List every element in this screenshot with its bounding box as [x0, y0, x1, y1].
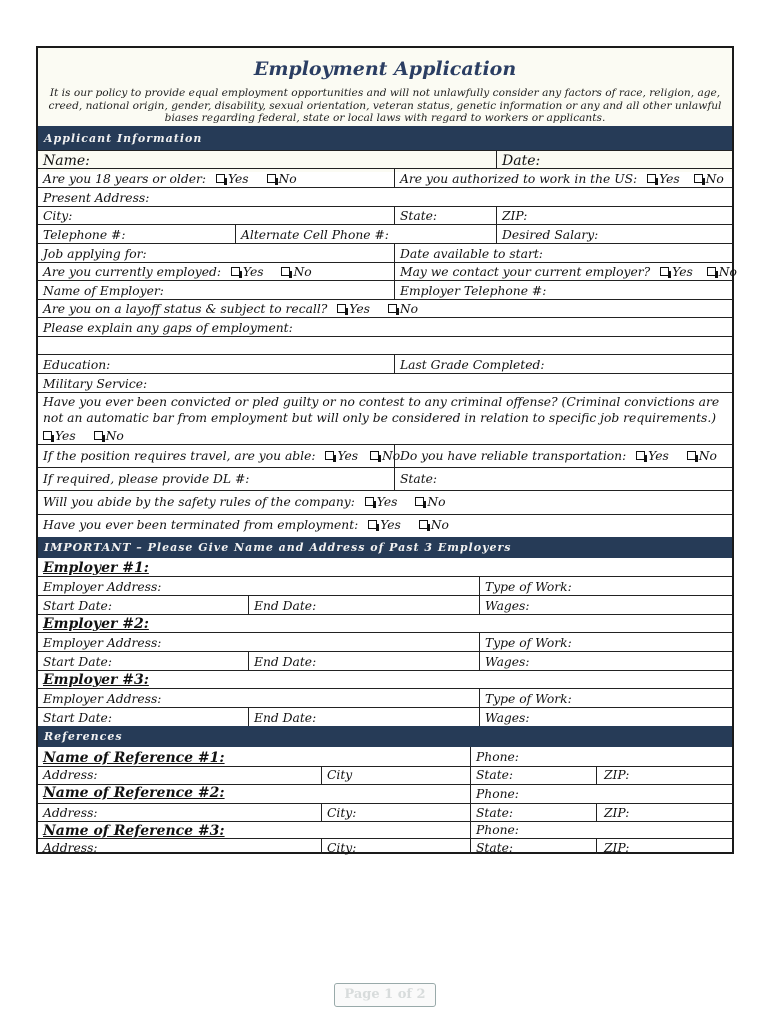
alternate-cell-label: Alternate Cell Phone #:	[241, 228, 389, 242]
name-field-label: Name:	[43, 153, 90, 169]
employer-2-start-date-label: Start Date:	[43, 655, 112, 669]
conviction-question: Have you ever been convicted or pled guilty or no contest to any criminal offense? (Criminal convictions are not an automatic bar from employment but will only be considered in relation to specific job requirements.)	[43, 395, 720, 425]
zip-label: ZIP:	[502, 209, 528, 223]
job-applying-label: Job applying for:	[43, 247, 147, 261]
reference-2-city-label: City:	[327, 806, 357, 820]
terminated-question: Have you ever been terminated from employment: Yes No	[43, 518, 449, 532]
age18-yes-checkbox[interactable]	[216, 174, 225, 183]
transport-yes-checkbox[interactable]	[636, 451, 645, 460]
form-header	[38, 48, 732, 172]
last-grade-label: Last Grade Completed:	[400, 358, 545, 372]
transport-no-checkbox[interactable]	[687, 451, 696, 460]
reference-3-state-label: State:	[476, 841, 514, 855]
age18-no-checkbox[interactable]	[267, 174, 276, 183]
contact-employer-question: May we contact your current employer? Yes No	[400, 265, 737, 279]
layoff-question: Are you on a layoff status & subject to recall? Yes No	[43, 302, 419, 316]
employer-1-end-date-label: End Date:	[254, 599, 317, 613]
form-title: Employment Application	[253, 58, 517, 80]
employer-telephone-label: Employer Telephone #:	[400, 284, 547, 298]
employer-2-end-date-label: End Date:	[254, 655, 317, 669]
section-bar-employers	[38, 537, 732, 558]
employer-3-start-date-label: Start Date:	[43, 711, 112, 725]
employer-2-work-type-label: Type of Work:	[485, 636, 572, 650]
employer-3-wages-label: Wages:	[485, 711, 530, 725]
employment-gaps-label: Please explain any gaps of employment:	[43, 321, 293, 335]
section-title: Applicant Information	[44, 131, 203, 145]
employed-no-checkbox[interactable]	[281, 267, 290, 276]
employer-3-work-type-label: Type of Work:	[485, 692, 572, 706]
present-address-label: Present Address:	[43, 191, 150, 205]
authorized-no-checkbox[interactable]	[694, 174, 703, 183]
terminated-no-checkbox[interactable]	[419, 520, 428, 529]
employer-1-work-type-label: Type of Work:	[485, 580, 572, 594]
travel-no-checkbox[interactable]	[370, 451, 379, 460]
age-question: Are you 18 years or older: Yes No	[43, 172, 297, 186]
date-field-label: Date:	[502, 153, 541, 169]
employer-2-address-label: Employer Address:	[43, 636, 162, 650]
conviction-options: Yes No	[43, 429, 124, 443]
employer-1-start-date-label: Start Date:	[43, 599, 112, 613]
page-indicator: Page 1 of 2	[334, 983, 436, 1007]
travel-yes-checkbox[interactable]	[325, 451, 334, 460]
work-authorization-question: Are you authorized to work in the US: Yes No	[400, 172, 724, 186]
reference-1-heading: Name of Reference #1:	[43, 750, 225, 766]
employer-3-end-date-label: End Date:	[254, 711, 317, 725]
employment-application-form	[36, 46, 737, 855]
reference-1-state-label: State:	[476, 768, 514, 782]
city-label: City:	[43, 209, 73, 223]
employed-yes-checkbox[interactable]	[231, 267, 240, 276]
reference-2-state-label: State:	[476, 806, 514, 820]
reference-1-city-label: City	[327, 768, 353, 782]
reference-2-zip-label: ZIP:	[604, 806, 630, 820]
authorized-yes-checkbox[interactable]	[647, 174, 656, 183]
layoff-no-checkbox[interactable]	[388, 304, 397, 313]
safety-no-checkbox[interactable]	[415, 497, 424, 506]
reference-3-zip-label: ZIP:	[604, 841, 630, 855]
section-bar-applicant	[38, 126, 732, 150]
convicted-yes-checkbox[interactable]	[43, 431, 52, 440]
drivers-license-label: If required, please provide DL #:	[43, 472, 250, 486]
reference-2-heading: Name of Reference #2:	[43, 785, 225, 801]
reference-2-address-label: Address:	[43, 806, 98, 820]
reference-3-heading: Name of Reference #3:	[43, 823, 225, 839]
education-label: Education:	[43, 358, 111, 372]
safety-rules-question: Will you abide by the safety rules of the company: Yes No	[43, 495, 446, 509]
section-bar-references	[38, 726, 732, 747]
employer-2-wages-label: Wages:	[485, 655, 530, 669]
employer-1-wages-label: Wages:	[485, 599, 530, 613]
desired-salary-label: Desired Salary:	[502, 228, 599, 242]
convicted-no-checkbox[interactable]	[94, 431, 103, 440]
reference-1-phone-label: Phone:	[476, 750, 519, 764]
reference-1-address-label: Address:	[43, 768, 98, 782]
section-title: References	[44, 730, 123, 743]
transportation-question: Do you have reliable transportation: Yes No	[400, 449, 717, 463]
reference-3-address-label: Address:	[43, 841, 98, 855]
reference-2-phone-label: Phone:	[476, 787, 519, 801]
employer-1-address-label: Employer Address:	[43, 580, 162, 594]
safety-yes-checkbox[interactable]	[365, 497, 374, 506]
reference-3-city-label: City:	[327, 841, 357, 855]
contact-yes-checkbox[interactable]	[660, 267, 669, 276]
dl-state-label: State:	[400, 472, 438, 486]
reference-3-phone-label: Phone:	[476, 823, 519, 837]
employer-name-label: Name of Employer:	[43, 284, 164, 298]
contact-no-checkbox[interactable]	[707, 267, 716, 276]
reference-1-zip-label: ZIP:	[604, 768, 630, 782]
employer-1-heading: Employer #1:	[43, 560, 149, 576]
travel-question: If the position requires travel, are you able: Yes No	[43, 449, 401, 463]
military-service-label: Military Service:	[43, 377, 148, 391]
employer-3-heading: Employer #3:	[43, 672, 149, 688]
layoff-yes-checkbox[interactable]	[337, 304, 346, 313]
employer-2-heading: Employer #2:	[43, 616, 149, 632]
state-label: State:	[400, 209, 438, 223]
date-available-label: Date available to start:	[400, 247, 543, 261]
section-title: IMPORTANT – Please Give Name and Address of Past 3 Employers	[44, 541, 512, 554]
policy-statement: It is our policy to provide equal employment opportunities and will not unlawfully consider any factors of race, religion, age, creed, national origin, gender, disability, sexual orientation, veteran status, genetic information or any and all other unlawful biases regarding federal, state or local laws with regard to workers or applicants.	[48, 87, 722, 124]
currently-employed-question: Are you currently employed: Yes No	[43, 265, 312, 279]
employer-3-address-label: Employer Address:	[43, 692, 162, 706]
telephone-label: Telephone #:	[43, 228, 126, 242]
terminated-yes-checkbox[interactable]	[368, 520, 377, 529]
